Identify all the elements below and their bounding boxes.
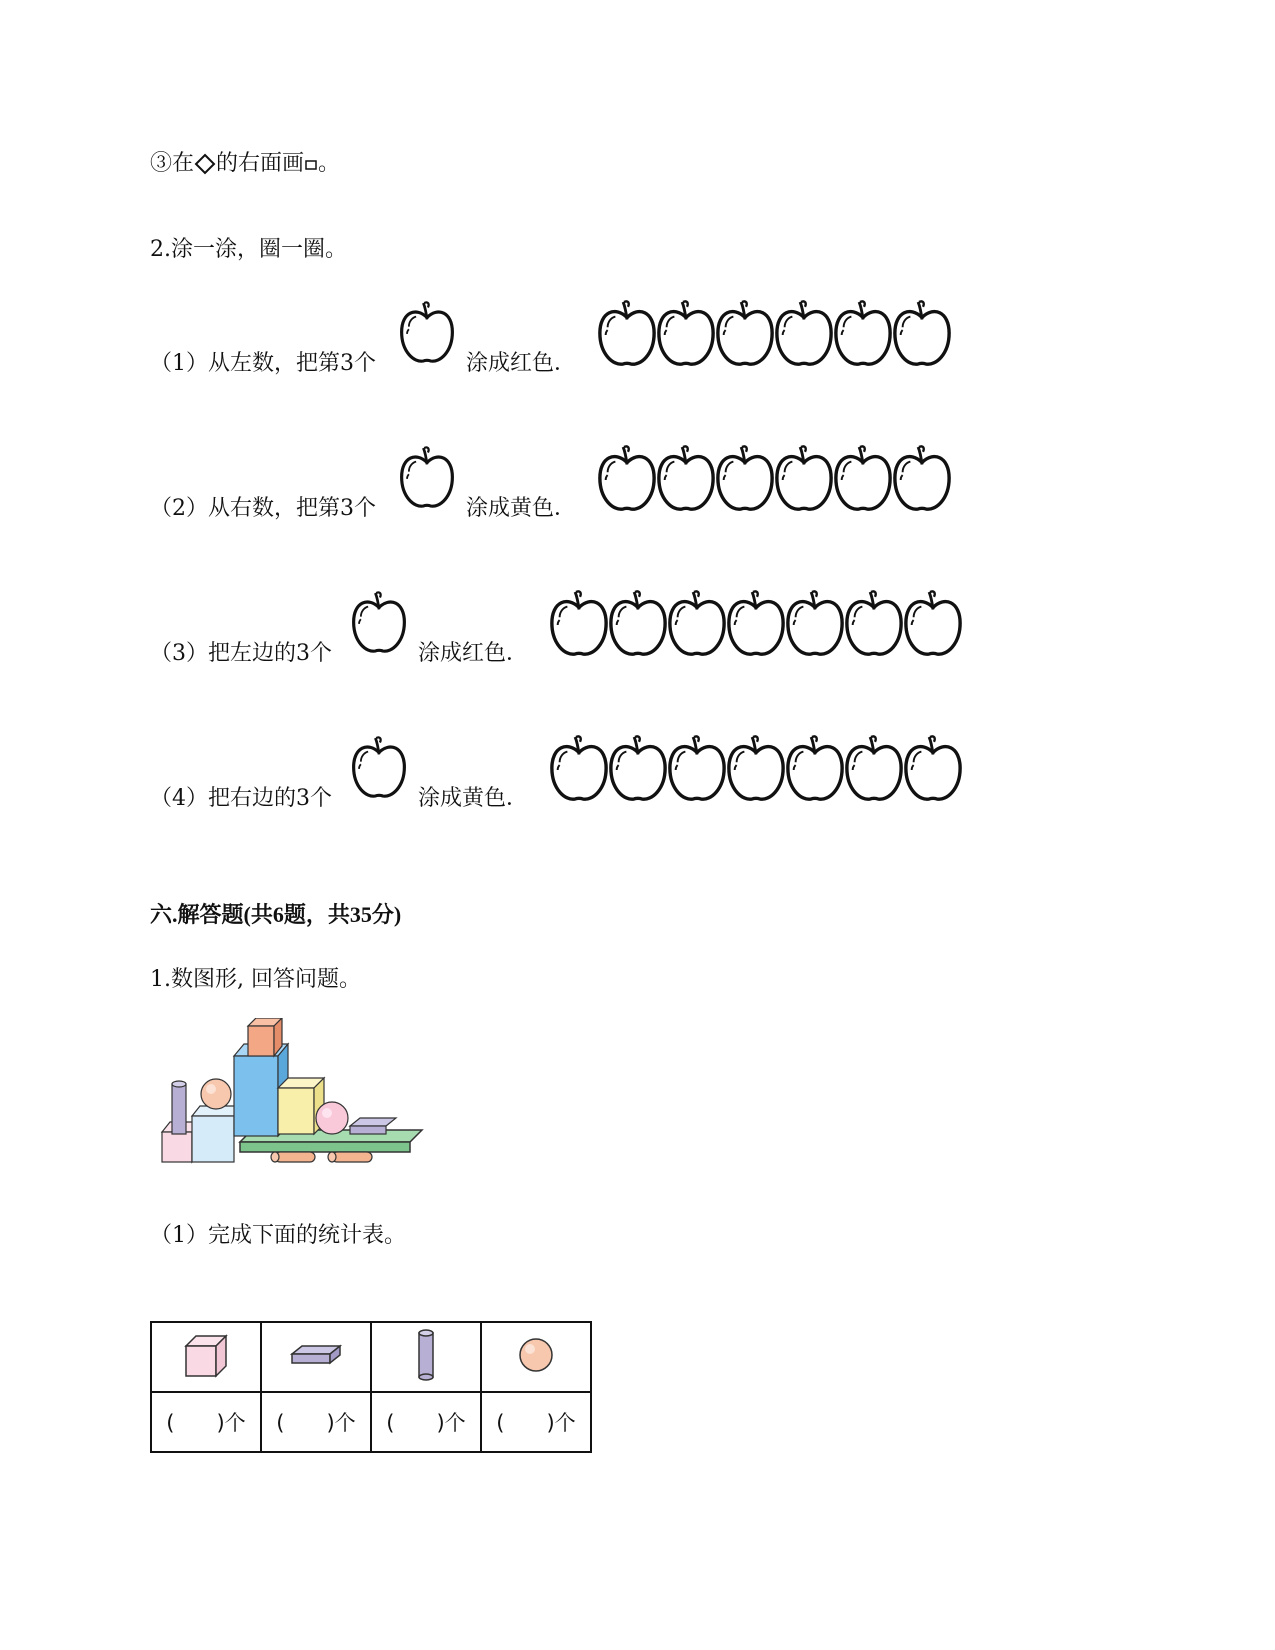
apple-icon[interactable] xyxy=(548,588,610,658)
row-suffix: 涂成黄色． xyxy=(418,786,529,811)
apple-icon[interactable] xyxy=(607,733,669,803)
q3-instruction xyxy=(150,146,340,177)
row-suffix: 涂成黄色． xyxy=(466,496,577,521)
apple-icon xyxy=(350,588,408,656)
apple-icon[interactable] xyxy=(666,733,728,803)
apple-icon[interactable] xyxy=(655,298,717,368)
apple-icon[interactable] xyxy=(725,733,787,803)
row-label: （2）从右数，把第3个 xyxy=(150,496,376,521)
apple-icon[interactable] xyxy=(725,588,787,658)
section6-title: 六.解答题(共6题，共35分) xyxy=(150,902,402,927)
apple-icon[interactable] xyxy=(548,733,610,803)
apple-row xyxy=(596,298,950,368)
apple-icon xyxy=(350,733,408,801)
cuboid-count-blank[interactable]: ( )个 xyxy=(261,1392,371,1452)
row-label: （1）从左数，把第3个 xyxy=(150,351,376,376)
apple-icon[interactable] xyxy=(714,298,776,368)
apple-icon[interactable] xyxy=(902,733,964,803)
section2-title: 2.涂一涂，圈一圈。 xyxy=(150,237,347,262)
apple-icon xyxy=(398,443,456,511)
apple-icon[interactable] xyxy=(784,733,846,803)
sub1-title: （1）完成下面的统计表。 xyxy=(150,1223,406,1248)
coloring-row-2 xyxy=(150,443,1050,533)
cylinder-icon xyxy=(416,1328,436,1382)
cube-count-blank[interactable]: ( )个 xyxy=(151,1392,261,1452)
cuboid-icon xyxy=(290,1344,342,1366)
apple-icon[interactable] xyxy=(607,588,669,658)
answer-row xyxy=(151,1392,591,1452)
coloring-row-4 xyxy=(150,733,1050,823)
row-label: （4）把右边的3个 xyxy=(150,786,332,811)
apple-icon[interactable] xyxy=(891,443,953,513)
small-square-icon xyxy=(304,157,318,171)
row-suffix: 涂成红色． xyxy=(466,351,577,376)
row-label: （3）把左边的3个 xyxy=(150,641,332,666)
sphere-count-blank[interactable]: ( )个 xyxy=(481,1392,591,1452)
apple-icon[interactable] xyxy=(596,298,658,368)
q3-prefix: ③在 xyxy=(150,151,195,176)
row-suffix: 涂成红色． xyxy=(418,641,529,666)
apple-row xyxy=(596,443,950,513)
apple-icon[interactable] xyxy=(773,298,835,368)
icon-row xyxy=(151,1322,591,1392)
apple-row xyxy=(548,733,961,803)
apple-icon[interactable] xyxy=(714,443,776,513)
apple-icon[interactable] xyxy=(784,588,846,658)
apple-icon[interactable] xyxy=(666,588,728,658)
sphere-icon xyxy=(516,1335,556,1375)
apple-icon[interactable] xyxy=(832,298,894,368)
sphere-cell xyxy=(481,1322,591,1392)
cylinder-count-blank[interactable]: ( )个 xyxy=(371,1392,481,1452)
apple-icon[interactable] xyxy=(773,443,835,513)
q1-title: 1.数图形, 回答问题。 xyxy=(150,967,361,992)
coloring-row-3 xyxy=(150,588,1050,678)
apple-row xyxy=(548,588,961,658)
apple-icon[interactable] xyxy=(891,298,953,368)
apple-icon[interactable] xyxy=(843,733,905,803)
cube-icon xyxy=(182,1332,230,1378)
q3-suffix: 。 xyxy=(318,151,341,176)
cylinder-cell xyxy=(371,1322,481,1392)
q3-middle: 的右面画 xyxy=(216,151,305,176)
cuboid-cell xyxy=(261,1322,371,1392)
apple-icon[interactable] xyxy=(832,443,894,513)
apple-icon[interactable] xyxy=(596,443,658,513)
apple-icon[interactable] xyxy=(655,443,717,513)
diamond-icon xyxy=(194,153,216,175)
shapes-figure xyxy=(160,1018,430,1178)
cube-cell xyxy=(151,1322,261,1392)
coloring-row-1 xyxy=(150,298,1050,388)
apple-icon xyxy=(398,298,456,366)
statistics-table xyxy=(150,1321,592,1453)
apple-icon[interactable] xyxy=(902,588,964,658)
apple-icon[interactable] xyxy=(843,588,905,658)
